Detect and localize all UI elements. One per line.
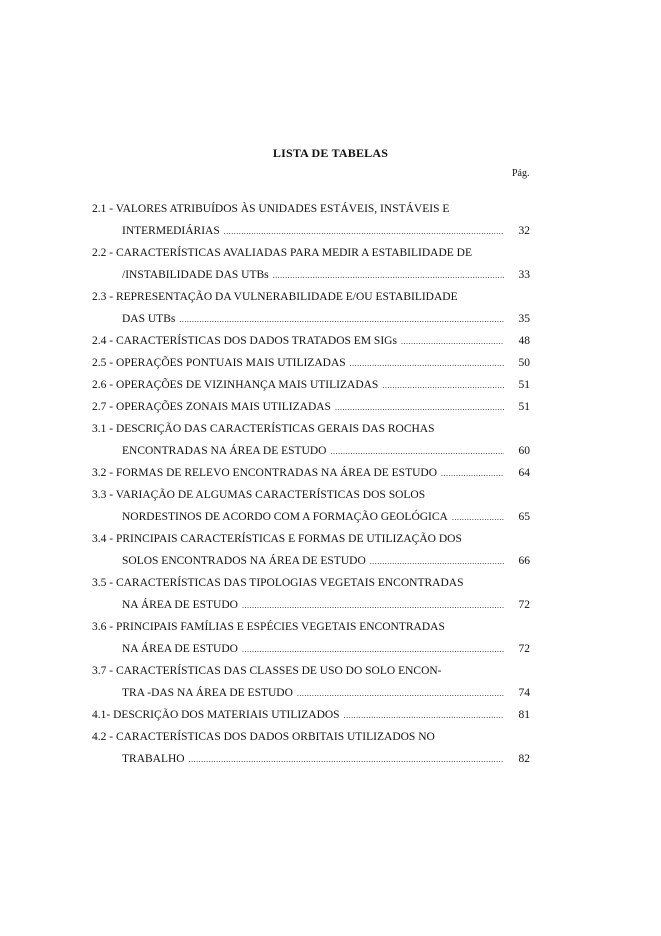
entry-text: DAS UTBs [122, 313, 176, 325]
list-item [92, 242, 530, 286]
entry-title-line [92, 726, 530, 748]
list-item [92, 616, 530, 660]
entry-continuation-line [92, 308, 530, 330]
entry-continuation-line [92, 550, 530, 572]
dot-leader [242, 639, 504, 661]
entry-continuation-line [92, 440, 530, 462]
page-number: 60 [518, 445, 530, 457]
page-title: LISTA DE TABELAS [272, 146, 389, 160]
entry-text: 2.7 - OPERAÇÕES ZONAIS MAIS UTILIZADAS [92, 401, 331, 413]
entry-text: TRA -DAS NA ÁREA DE ESTUDO [122, 687, 293, 699]
page-number: 32 [518, 225, 530, 237]
dot-leader [441, 463, 504, 485]
table-list [92, 198, 530, 770]
entry-text: 3.7 - CARACTERÍSTICAS DAS CLASSES DE USO DO SOLO ENCON- [92, 665, 442, 677]
page-number: 72 [518, 599, 530, 611]
entry-continuation-line [92, 220, 530, 242]
entry-title-line [92, 374, 530, 396]
page-column-label: Pág. [512, 168, 530, 179]
list-item [92, 396, 530, 418]
entry-text: SOLOS ENCONTRADOS NA ÁREA DE ESTUDO [122, 555, 366, 567]
dot-leader [401, 331, 504, 353]
entry-continuation-line [92, 264, 530, 286]
dot-leader [273, 265, 504, 287]
entry-text: TRABALHO [122, 753, 185, 765]
entry-continuation-line [92, 594, 530, 616]
entry-text: 2.6 - OPERAÇÕES DE VIZINHANÇA MAIS UTILIZADAS [92, 379, 379, 391]
entry-title-line [92, 242, 530, 264]
entry-title-line [92, 528, 530, 550]
page-number: 66 [518, 555, 530, 567]
list-item [92, 572, 530, 616]
dot-leader [344, 705, 504, 727]
list-item [92, 462, 530, 484]
entry-title-line [92, 396, 530, 418]
page-number: 33 [518, 269, 530, 281]
entry-text: NORDESTINOS DE ACORDO COM A FORMAÇÃO GEOLÓGICA [122, 511, 448, 523]
list-item [92, 704, 530, 726]
page-number: 64 [518, 467, 530, 479]
entry-title-line [92, 616, 530, 638]
entry-text: 2.5 - OPERAÇÕES PONTUAIS MAIS UTILIZADAS [92, 357, 346, 369]
page-number: 48 [518, 335, 530, 347]
list-item [92, 726, 530, 770]
entry-text: 4.1- DESCRIÇÃO DOS MATERIAIS UTILIZADOS [92, 709, 340, 721]
page-number: 50 [518, 357, 530, 369]
entry-text: ENCONTRADAS NA ÁREA DE ESTUDO [122, 445, 327, 457]
entry-text: 3.3 - VARIAÇÃO DE ALGUMAS CARACTERÍSTICAS DOS SOLOS [92, 489, 426, 501]
entry-title-line [92, 286, 530, 308]
entry-text: NA ÁREA DE ESTUDO [122, 599, 238, 611]
entry-text: 2.3 - REPRESENTAÇÃO DA VULNERABILIDADE E/OU ESTABILIDADE [92, 291, 458, 303]
entry-continuation-line [92, 638, 530, 660]
list-item [92, 352, 530, 374]
entry-text: 3.4 - PRINCIPAIS CARACTERÍSTICAS E FORMAS DE UTILIZAÇÃO DOS [92, 533, 462, 545]
dot-leader [452, 507, 504, 529]
entry-text: 4.2 - CARACTERÍSTICAS DOS DADOS ORBITAIS UTILIZADOS NO [92, 731, 435, 743]
page-number: 82 [518, 753, 530, 765]
dot-leader [350, 353, 504, 375]
entry-text: INTERMEDIÁRIAS [122, 225, 220, 237]
entry-text: 3.6 - PRINCIPAIS FAMÍLIAS E ESPÉCIES VEGETAIS ENCONTRADAS [92, 621, 445, 633]
list-item [92, 528, 530, 572]
page-number: 74 [518, 687, 530, 699]
dot-leader [335, 397, 504, 419]
dot-leader [330, 441, 504, 463]
dot-leader [224, 221, 504, 243]
list-item [92, 198, 530, 242]
list-item [92, 418, 530, 462]
list-item [92, 330, 530, 352]
dot-leader [179, 309, 504, 331]
entry-title-line [92, 330, 530, 352]
entry-text: /INSTABILIDADE DAS UTBs [122, 269, 269, 281]
dot-leader [370, 551, 504, 573]
entry-text: 3.1 - DESCRIÇÃO DAS CARACTERÍSTICAS GERAIS DAS ROCHAS [92, 423, 435, 435]
entry-title-line [92, 572, 530, 594]
dot-leader [297, 683, 504, 705]
entry-continuation-line [92, 682, 530, 704]
entry-title-line [92, 462, 530, 484]
list-item [92, 374, 530, 396]
page-number: 65 [518, 511, 530, 523]
list-item [92, 660, 530, 704]
entry-text: 2.2 - CARACTERÍSTICAS AVALIADAS PARA MEDIR A ESTABILIDADE DE [92, 247, 473, 259]
entry-title-line [92, 704, 530, 726]
entry-title-line [92, 352, 530, 374]
page-number: 81 [518, 709, 530, 721]
entry-title-line [92, 484, 530, 506]
entry-continuation-line [92, 506, 530, 528]
page-number: 72 [518, 643, 530, 655]
dot-leader [189, 749, 504, 771]
entry-title-line [92, 198, 530, 220]
entry-text: 3.5 - CARACTERÍSTICAS DAS TIPOLOGIAS VEGETAIS ENCONTRADAS [92, 577, 464, 589]
page-number: 51 [518, 379, 530, 391]
dot-leader [382, 375, 504, 397]
entry-title-line [92, 418, 530, 440]
list-item [92, 286, 530, 330]
entry-text: 2.1 - VALORES ATRIBUÍDOS ÀS UNIDADES ESTÁVEIS, INSTÁVEIS E [92, 203, 450, 215]
entry-continuation-line [92, 748, 530, 770]
page-number: 35 [518, 313, 530, 325]
list-item [92, 484, 530, 528]
page-number: 51 [518, 401, 530, 413]
entry-text: 3.2 - FORMAS DE RELEVO ENCONTRADAS NA ÁREA DE ESTUDO [92, 467, 438, 479]
entry-title-line [92, 660, 530, 682]
dot-leader [242, 595, 504, 617]
entry-text: NA ÁREA DE ESTUDO [122, 643, 238, 655]
entry-text: 2.4 - CARACTERÍSTICAS DOS DADOS TRATADOS EM SIGs [92, 335, 397, 347]
